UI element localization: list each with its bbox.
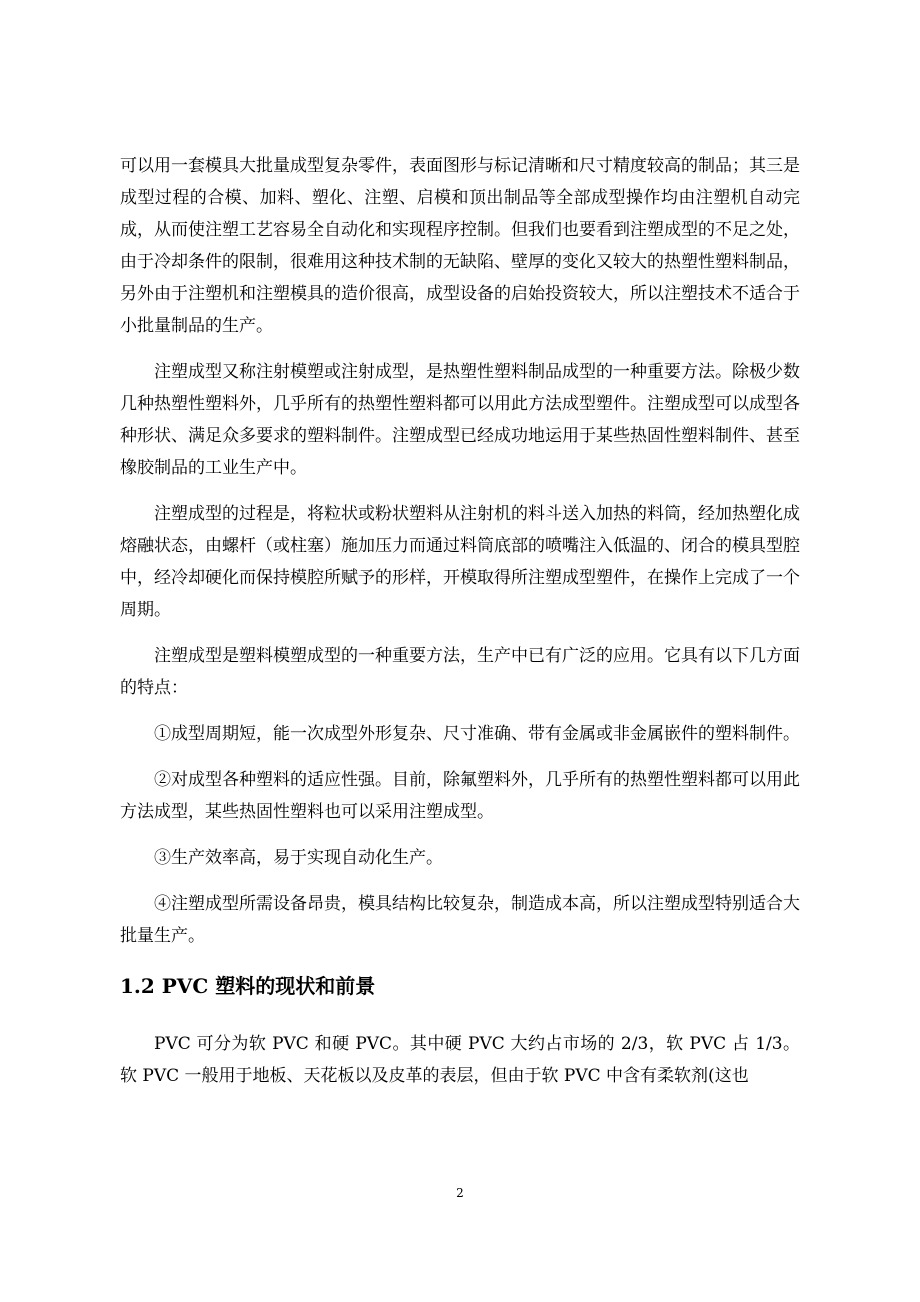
section-heading: 1.2 PVC 塑料的现状和前景 bbox=[120, 974, 376, 998]
paragraph-injection-definition: 注塑成型又称注射模塑或注射成型，是热塑性塑料制品成型的一种重要方法。除极少数几种热塑性塑料外，几乎所有的热塑性塑料都可以用此方法成型塑件。注塑成型可以成型各种形状、满足众多要求的塑料制件。注塑成型已经成功地运用于某些热固性塑料制件、甚至橡胶制品的工业生产中。 bbox=[120, 362, 800, 478]
page-number: 2 bbox=[456, 1186, 464, 1200]
paragraph-injection-process: 注塑成型的过程是，将粒状或粉状塑料从注射机的料斗送入加热的料筒，经加热塑化成熔融状态，由螺杆（或柱塞）施加压力而通过料筒底部的喷嘴注入低温的、闭合的模具型腔中，经冷却硬化而保持模腔所赋予的形样，开模取得所注塑成型塑件，在操作上完成了一个周期。 bbox=[120, 504, 800, 620]
paragraph-features-intro: 注塑成型是塑料模塑成型的一种重要方法，生产中已有广泛的应用。它具有以下几方面的特点： bbox=[120, 646, 800, 698]
paragraph-continuation: 可以用一套模具大批量成型复杂零件，表面图形与标记清晰和尺寸精度较高的制品；其三是成型过程的合模、加料、塑化、注塑、启模和顶出制品等全部成型操作均由注塑机自动完成，从而使注塑工艺容易全自动化和实现程序控制。但我们也要看到注塑成型的不足之处，由于冷却条件的限制，很难用这种技术制的无缺陷、壁厚的变化又较大的热塑性塑料制品，另外由于注塑机和注塑模具的造价很高，成型设备的启始投资较大，所以注塑技术不适合于小批量制品的生产。 bbox=[120, 156, 800, 336]
list-item-feature-4: ④注塑成型所需设备昂贵，模具结构比较复杂，制造成本高，所以注塑成型特别适合大批量生产。 bbox=[120, 894, 800, 946]
document-page bbox=[120, 150, 800, 1106]
paragraph-pvc-types: PVC 可分为软 PVC 和硬 PVC。其中硬 PVC 大约占市场的 2/3，软 PVC 占 1/3。软 PVC 一般用于地板、天花板以及皮革的表层，但由于软 PVC 中含有柔软剂(这也 bbox=[120, 1034, 800, 1086]
list-item-feature-1: ①成型周期短，能一次成型外形复杂、尺寸准确、带有金属或非金属嵌件的塑料制件。 bbox=[154, 724, 800, 744]
list-item-feature-3: ③生产效率高，易于实现自动化生产。 bbox=[154, 848, 443, 868]
list-item-feature-2: ②对成型各种塑料的适应性强。目前，除氟塑料外，几乎所有的热塑性塑料都可以用此方法成型，某些热固性塑料也可以采用注塑成型。 bbox=[120, 770, 800, 822]
